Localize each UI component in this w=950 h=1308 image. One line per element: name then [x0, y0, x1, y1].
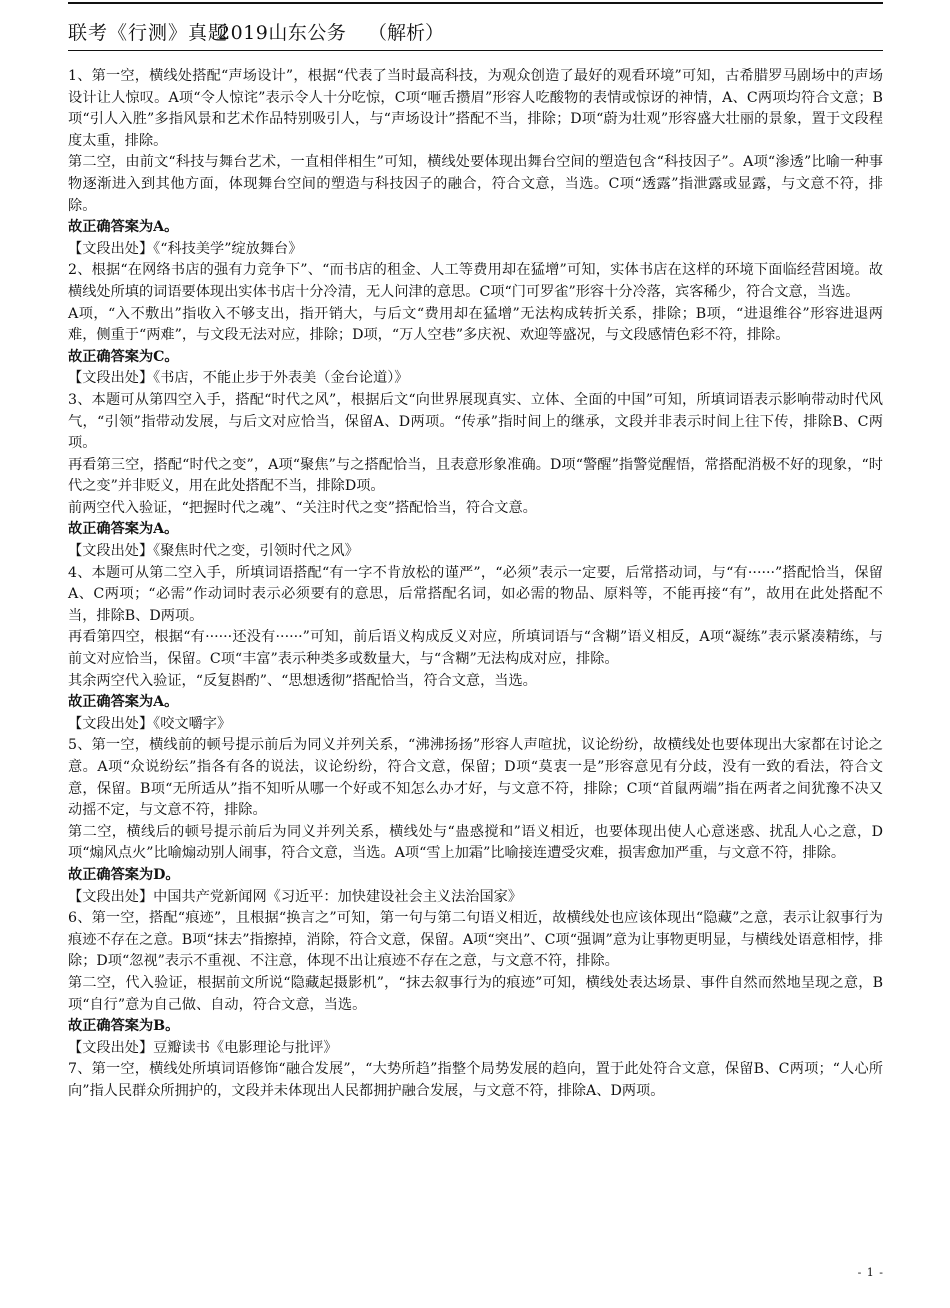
paragraph: 4、本题可从第二空入手，所填词语搭配“有一字不肯放松的谨严”，“必须”表示一定要，后常搭动词，与“有······”搭配恰当，保留A、C两项；“必需”作动词时表示必须要有的意思，后常搭配名词，如必需的物品、原料等，不能再接“有”，故用在此处搭配不当，排除B、D两项。 [68, 564, 883, 624]
paragraph: 1、第一空，横线处搭配“声场设计”，根据“代表了当时最高科技，为观众创造了最好的观看环境”可知，古希腊罗马剧场中的声场设计让人惊叹。A项“令人惊诧”表示令人十分吃惊，C项“咂舌攒眉”形容人吃酸物的表情或惊讶的神情，A、C两项均符合文意；B项“引人入胜”多指风景和艺术作品特别吸引人，与“声场设计”搭配不当，排除；D项“蔚为壮观”形容盛大壮丽的景象，置于文段程度太重，排除。 [68, 68, 883, 149]
paragraph: 【文段出处】《“科技美学”绽放舞台》 [68, 240, 303, 257]
paragraph: 7、第一空，横线处所填词语修饰“融合发展”，“大势所趋”指整个局势发展的趋向，置于此处符合文意，保留B、C两项；“人心所向”指人民群众所拥护的，文段并未体现出人民都拥护融合发展，与文意不符，排除A、D两项。 [68, 1061, 883, 1099]
paragraph: A项，“入不敷出”指收入不够支出，指开销大，与后文“费用却在猛增”无法构成转折关系，排除；B项，“进退维谷”形容进退两难，侧重于“两难”，与文段无法对应，排除；D项，“万人空巷”多庆祝、欢迎等盛况，与文段感情色彩不符，排除。 [68, 305, 883, 344]
answer-line: 故正确答案为A。 [68, 694, 179, 711]
answer-line: 故正确答案为B。 [68, 1018, 180, 1035]
header-rule [68, 50, 883, 51]
page-number: - 1 - [857, 1266, 884, 1279]
paragraph: 2、根据“在网络书店的强有力竞争下”、“而书店的租金、人工等费用却在猛增”可知，实体书店在这样的环境下面临经营困境。故横线处所填的词语要体现出实体书店十分冷清，无人问津的意思。C项“门可罗雀”形容十分冷落，宾客稀少，符合文意，当选。 [68, 262, 883, 300]
answer-line: 故正确答案为D。 [68, 866, 180, 883]
header-title: 联考《行测》真题 [68, 22, 229, 44]
page-header [68, 14, 883, 50]
paragraph: 其余两空代入验证，“反复斟酌”、“思想透彻”搭配恰当，符合文意，当选。 [68, 672, 537, 689]
answer-line: 故正确答案为C。 [68, 348, 179, 365]
paragraph: 【文段出处】《书店，不能止步于外表美（金台论道）》 [68, 370, 409, 387]
header-suffix: （解析） [368, 22, 445, 44]
paragraph: 3、本题可从第四空入手，搭配“时代之风”，根据后文“向世界展现真实、立体、全面的中国”可知，所填词语表示影响带动时代风气，“引领”指带动发展，与后文对应恰当，保留A、D两项。“传承”指时间上的继承，文段并非表示时间上往下传，排除B、C两项。 [68, 391, 883, 452]
paragraph: 第二空，代入验证，根据前文所说“隐藏起摄影机”，“抹去叙事行为的痕迹”可知，横线处表达场景、事件自然而然地呈现之意，B项“自行”意为自己做、自动，符合文意，当选。 [68, 974, 883, 1013]
paragraph: 【文段出处】《咬文嚼字》 [68, 715, 232, 732]
paragraph: 【文段出处】《聚焦时代之变，引领时代之风》 [68, 543, 359, 560]
paragraph: 第二空，由前文“科技与舞台艺术，一直相伴相生”可知，横线处要体现出舞台空间的塑造包含“科技因子”。A项“渗透”比喻一种事物逐渐进入到其他方面，体现舞台空间的塑造与科技因子的融合，符合文意，当选。C项“透露”指泄露或显露，与文意不符，排除。 [68, 154, 883, 214]
paragraph: 5、第一空，横线前的顿号提示前后为同义并列关系，“沸沸扬扬”形容人声喧扰，议论纷纷，故横线处也要体现出大家都在讨论之意。A项“众说纷纭”指各有各的说法，议论纷纷，符合文意，保留；D项“莫衷一是”形容意见有分歧，没有一致的看法，符合文意，保留。B项“无所适从”指不知听从哪一个好或不知怎么办才好，与文意不符，排除；C项“首鼠两端”指在两者之间犹豫不决又动摇不定，与文意不符，排除。 [68, 737, 883, 819]
paragraph: 【文段出处】中国共产党新闻网《习近平：加快建设社会主义法治国家》 [68, 888, 523, 905]
top-rule [68, 2, 883, 4]
paragraph: 前两空代入验证，“把握时代之魂”、“关注时代之变”搭配恰当，符合文意。 [68, 499, 537, 516]
paragraph: 第二空，横线后的顿号提示前后为同义并列关系，横线处与“蛊惑搅和”语义相近，也要体现出使人心意迷惑、扰乱人心之意，D项“煽风点火”比喻煽动别人闹事，符合文意，当选。A项“雪上加霜”比喻接连遭受灾难，损害愈加严重，与文意不符，排除。 [68, 823, 883, 862]
paragraph: 【文段出处】豆瓣读书《电影理论与批评》 [68, 1039, 338, 1056]
header-overlap-text: 2019山东公务 [218, 22, 347, 44]
analysis-body [68, 66, 883, 1103]
paragraph: 再看第四空，根据“有······还没有······”可知，前后语义构成反义对应，所填词语与“含糊”语义相反，A项“凝练”表示紧凑精练，与前文对应恰当，保留。C项“丰富”表示种类多或数量大，与“含糊”无法构成对应，排除。 [68, 629, 883, 668]
answer-line: 故正确答案为A。 [68, 219, 179, 236]
answer-line: 故正确答案为A。 [68, 521, 179, 538]
paragraph: 6、第一空，搭配“痕迹”，且根据“换言之”可知，第一句与第二句语义相近，故横线处也应该体现出“隐藏”之意，表示让叙事行为痕迹不存在之意。B项“抹去”指擦掉，消除，符合文意，保留。A项“突出”、C项“强调”意为让事物更明显，与横线处语意相悖，排除；D项“忽视”表示不重视、不注意，体现不出让痕迹不存在之意，与文意不符，排除。 [68, 910, 883, 970]
paragraph: 再看第三空，搭配“时代之变”，A项“聚焦”与之搭配恰当，且表意形象准确。D项“警醒”指警觉醒悟，常搭配消极不好的现象，“时代之变”并非贬义，用在此处搭配不当，排除D项。 [68, 456, 883, 495]
